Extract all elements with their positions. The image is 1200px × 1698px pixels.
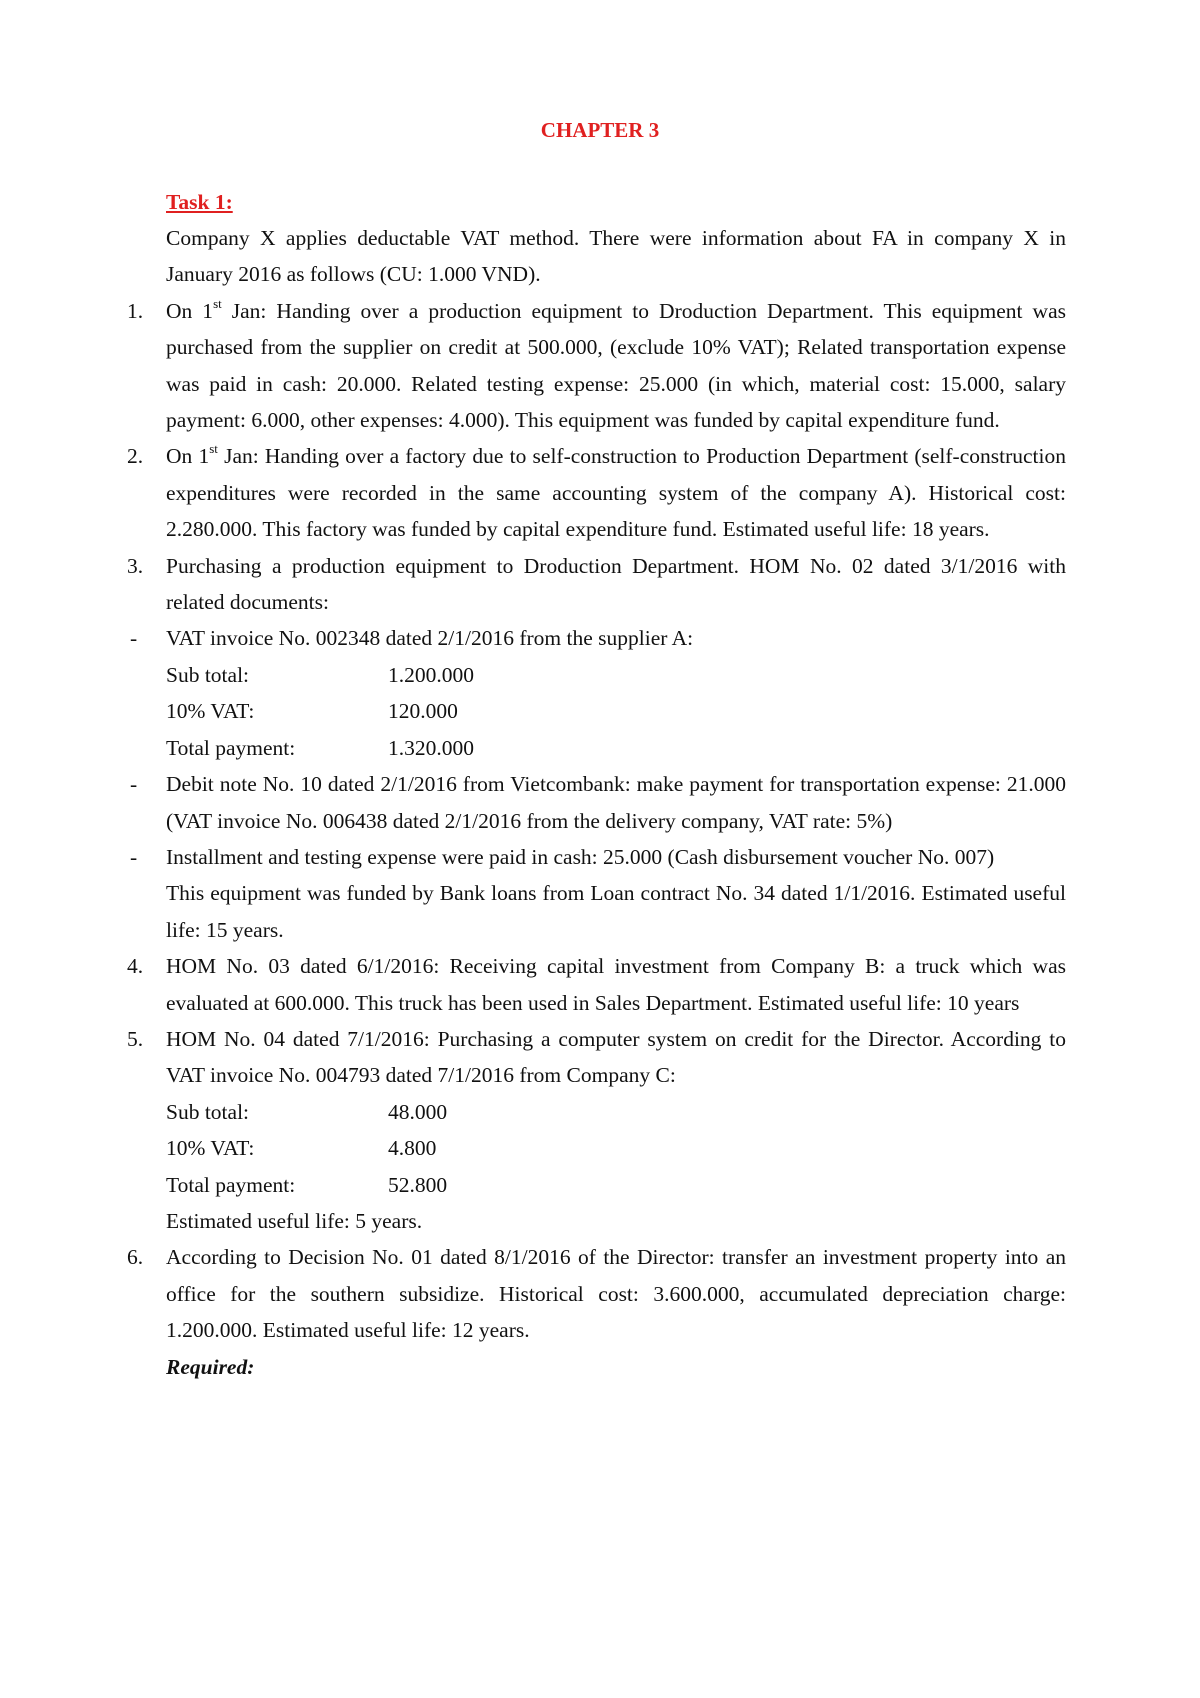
amount-value: 48.000 [388,1099,448,1124]
amount-label: 10% VAT: [166,699,255,724]
amount-value: 1.200.000 [388,662,474,687]
chapter-title: CHAPTER 3 [540,118,660,142]
amount-row [166,1094,1066,1130]
dash-marker: - [130,772,138,797]
amount-value: 120.000 [388,699,458,724]
ordinal-suffix: st [209,441,218,457]
amount-label: 10% VAT: [166,1136,255,1161]
ordinal-suffix: st [213,295,222,311]
task-heading: Task 1: [166,190,233,214]
item-text: According to Decision No. 01 dated 8/1/2016 of the Director: transfer an investment property into an office for the southern subsidize. Historical cost: 3.600.000, accumulated depreciation charge: 1.200.000. Estimated useful life: 12 years. [166,1245,1066,1343]
amount-row [166,693,1066,729]
dash-item-installment [130,839,1066,875]
intro-paragraph: Company X applies deductable VAT method. There were information about FA in company X in January 2016 as follows (CU: 1.000 VND). [166,226,1066,287]
item-text: Debit note No. 10 dated 2/1/2016 from Vietcombank: make payment for transportation expense: 21.000 (VAT invoice No. 006438 dated 2/1/2016 from the delivery company, VAT rate: 5%) [166,772,1066,833]
item-text: HOM No. 03 dated 6/1/2016: Receiving capital investment from Company B: a truck which was evaluated at 600.000. This truck has been used in Sales Department. Estimated useful life: 10 years [166,954,1066,1015]
amount-label: Total payment: [166,1172,296,1197]
task-body [127,220,1067,1385]
list-item-3 [127,548,1066,621]
item-text-post: Jan: Handing over a factory due to self-construction to Production Department (self-construction expenditures were recorded in the same accounting system of the company A). Historical cost: 2.280.000. This factory was funded by capital expenditure fund. Estimated useful life: 18 years. [166,444,1067,542]
amount-value: 1.320.000 [388,735,474,760]
list-item-4 [127,948,1066,1021]
amount-label: Sub total: [166,662,250,687]
dash-item-debit-note [130,766,1066,839]
item-text-post: Jan: Handing over a production equipment to Droduction Department. This equipment was purchased from the supplier on credit at 500.000, (exclude 10% VAT); Related transportation expense was paid in cash: 20.000. Related testing expense: 25.000 (in which, material cost: 15.000, salary payment: 6.000, other expenses: 4.000). This equipment was funded by capital expenditure fund. [166,298,1066,433]
list-number: 4. [127,954,144,979]
amount-label: Total payment: [166,735,296,760]
amount-row [166,1167,1066,1203]
list-item-1 [127,293,1066,439]
item-text: Purchasing a production equipment to Droduction Department. HOM No. 02 dated 3/1/2016 with related documents: [166,553,1066,615]
amount-row [166,1130,1066,1166]
amount-label: Sub total: [166,1099,250,1124]
list-item-6 [127,1239,1066,1348]
amount-value: 52.800 [388,1172,448,1197]
amount-row [166,657,1066,693]
dash-item-vat-invoice [130,620,1066,656]
item-text-pre: On 1 [166,298,214,323]
item-closing-text: This equipment was funded by Bank loans from Loan contract No. 34 dated 1/1/2016. Estimated useful life: 15 years. [166,881,1066,942]
amount-row [166,730,1066,766]
amount-value: 4.800 [388,1136,437,1161]
item-text-pre: On 1 [166,444,210,469]
list-number: 1. [127,298,144,323]
item-text: VAT invoice No. 002348 dated 2/1/2016 from the supplier A: [166,626,694,651]
list-number: 3. [127,553,144,578]
item-text: HOM No. 04 dated 7/1/2016: Purchasing a computer system on credit for the Director. According to VAT invoice No. 004793 dated 7/1/2016 from Company C: [166,1026,1066,1088]
list-number: 5. [127,1026,144,1051]
dash-marker: - [130,626,138,651]
item-closing-text: Estimated useful life: 5 years. [166,1208,423,1233]
list-number: 6. [127,1245,144,1270]
dash-marker: - [130,844,138,869]
item-text: Installment and testing expense were paid in cash: 25.000 (Cash disbursement voucher No. 007) [166,844,995,869]
list-item-5 [127,1021,1066,1094]
list-item-2 [127,438,1067,547]
list-number: 2. [127,444,144,469]
required-label: Required: [166,1354,255,1379]
